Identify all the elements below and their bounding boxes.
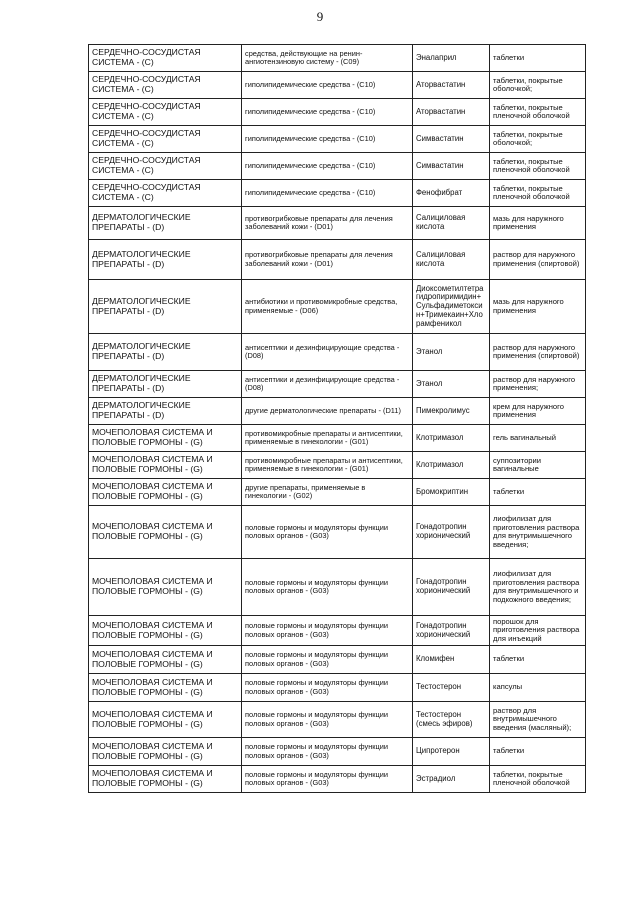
table-row [89,766,586,793]
cell-dosage-form: таблетки, покрытые пленочной оболочкой [490,153,586,180]
cell-pharm-group: половые гормоны и модуляторы функции половых органов - (G03) [242,766,413,793]
cell-system: СЕРДЕЧНО-СОСУДИСТАЯ СИСТЕМА - (C) [89,180,242,207]
cell-dosage-form: раствор для внутримышечного введения (масляный); [490,702,586,738]
table-row [89,506,586,559]
table-row [89,479,586,506]
table-row [89,398,586,425]
cell-system: МОЧЕПОЛОВАЯ СИСТЕМА И ПОЛОВЫЕ ГОРМОНЫ - (G) [89,702,242,738]
cell-pharm-group: гиполипидемические средства - (C10) [242,72,413,99]
cell-system: МОЧЕПОЛОВАЯ СИСТЕМА И ПОЛОВЫЕ ГОРМОНЫ - (G) [89,616,242,646]
cell-substance: Симвастатин [413,153,490,180]
cell-dosage-form: мазь для наружного применения [490,207,586,240]
cell-system: СЕРДЕЧНО-СОСУДИСТАЯ СИСТЕМА - (C) [89,72,242,99]
cell-substance: Тестостерон [413,674,490,702]
cell-dosage-form: гель вагинальный [490,425,586,452]
cell-system: СЕРДЕЧНО-СОСУДИСТАЯ СИСТЕМА - (C) [89,126,242,153]
table-row [89,559,586,616]
cell-substance: Гонадотропин хорионический [413,506,490,559]
table-row [89,126,586,153]
cell-substance: Этанол [413,334,490,371]
table-row [89,371,586,398]
cell-substance: Ципротерон [413,738,490,766]
cell-dosage-form: раствор для наружного применения; [490,371,586,398]
table-row [89,452,586,479]
cell-substance: Симвастатин [413,126,490,153]
cell-pharm-group: гиполипидемические средства - (C10) [242,153,413,180]
cell-pharm-group: гиполипидемические средства - (C10) [242,99,413,126]
table-row [89,99,586,126]
cell-pharm-group: антисептики и дезинфицирующие средства - (D08) [242,371,413,398]
cell-system: ДЕРМАТОЛОГИЧЕСКИЕ ПРЕПАРАТЫ - (D) [89,280,242,334]
cell-system: МОЧЕПОЛОВАЯ СИСТЕМА И ПОЛОВЫЕ ГОРМОНЫ - (G) [89,646,242,674]
cell-substance: Бромокриптин [413,479,490,506]
cell-system: ДЕРМАТОЛОГИЧЕСКИЕ ПРЕПАРАТЫ - (D) [89,334,242,371]
cell-pharm-group: противогрибковые препараты для лечения заболеваний кожи - (D01) [242,207,413,240]
table-row [89,702,586,738]
cell-pharm-group: половые гормоны и модуляторы функции половых органов - (G03) [242,506,413,559]
cell-system: МОЧЕПОЛОВАЯ СИСТЕМА И ПОЛОВЫЕ ГОРМОНЫ - (G) [89,452,242,479]
cell-substance: Пимекролимус [413,398,490,425]
table-row [89,674,586,702]
cell-system: МОЧЕПОЛОВАЯ СИСТЕМА И ПОЛОВЫЕ ГОРМОНЫ - (G) [89,425,242,452]
cell-dosage-form: таблетки, покрытые пленочной оболочкой [490,766,586,793]
cell-dosage-form: мазь для наружного применения [490,280,586,334]
cell-pharm-group: противомикробные препараты и антисептики, применяемые в гинекологии - (G01) [242,452,413,479]
cell-dosage-form: таблетки [490,646,586,674]
cell-substance: Клотримазол [413,452,490,479]
table-row [89,153,586,180]
cell-system: ДЕРМАТОЛОГИЧЕСКИЕ ПРЕПАРАТЫ - (D) [89,398,242,425]
cell-pharm-group: половые гормоны и модуляторы функции половых органов - (G03) [242,674,413,702]
cell-system: ДЕРМАТОЛОГИЧЕСКИЕ ПРЕПАРАТЫ - (D) [89,240,242,280]
cell-system: МОЧЕПОЛОВАЯ СИСТЕМА И ПОЛОВЫЕ ГОРМОНЫ - (G) [89,479,242,506]
cell-system: МОЧЕПОЛОВАЯ СИСТЕМА И ПОЛОВЫЕ ГОРМОНЫ - (G) [89,506,242,559]
cell-dosage-form: суппозитории вагинальные [490,452,586,479]
cell-substance: Эналаприл [413,45,490,72]
cell-pharm-group: половые гормоны и модуляторы функции половых органов - (G03) [242,616,413,646]
cell-dosage-form: порошок для приготовления раствора для инъекций [490,616,586,646]
cell-system: МОЧЕПОЛОВАЯ СИСТЕМА И ПОЛОВЫЕ ГОРМОНЫ - (G) [89,674,242,702]
cell-system: СЕРДЕЧНО-СОСУДИСТАЯ СИСТЕМА - (C) [89,153,242,180]
cell-substance: Салициловая кислота [413,240,490,280]
cell-pharm-group: другие препараты, применяемые в гинекологии - (G02) [242,479,413,506]
cell-pharm-group: половые гормоны и модуляторы функции половых органов - (G03) [242,702,413,738]
cell-substance: Фенофибрат [413,180,490,207]
cell-system: МОЧЕПОЛОВАЯ СИСТЕМА И ПОЛОВЫЕ ГОРМОНЫ - (G) [89,559,242,616]
table-row [89,207,586,240]
page-number: 9 [316,9,324,24]
cell-system: СЕРДЕЧНО-СОСУДИСТАЯ СИСТЕМА - (C) [89,45,242,72]
cell-pharm-group: половые гормоны и модуляторы функции половых органов - (G03) [242,559,413,616]
cell-substance: Этанол [413,371,490,398]
cell-dosage-form: крем для наружного применения [490,398,586,425]
cell-substance: Аторвастатин [413,99,490,126]
cell-dosage-form: таблетки, покрытые оболочкой; [490,126,586,153]
drug-table-body [89,45,586,793]
cell-dosage-form: капсулы [490,674,586,702]
cell-pharm-group: другие дерматологические препараты - (D11) [242,398,413,425]
cell-dosage-form: лиофилизат для приготовления раствора для внутримышечного и подкожного введения; [490,559,586,616]
cell-pharm-group: гиполипидемические средства - (C10) [242,180,413,207]
table-row [89,72,586,99]
table-row [89,240,586,280]
cell-pharm-group: средства, действующие на ренин-ангиотензиновую систему - (C09) [242,45,413,72]
cell-pharm-group: антисептики и дезинфицирующие средства - (D08) [242,334,413,371]
table-row [89,180,586,207]
cell-system: МОЧЕПОЛОВАЯ СИСТЕМА И ПОЛОВЫЕ ГОРМОНЫ - (G) [89,766,242,793]
cell-substance: Гонадотропин хорионический [413,559,490,616]
cell-substance: Тестостерон (смесь эфиров) [413,702,490,738]
cell-dosage-form: лиофилизат для приготовления раствора для внутримышечного введения; [490,506,586,559]
cell-dosage-form: таблетки [490,479,586,506]
cell-pharm-group: половые гормоны и модуляторы функции половых органов - (G03) [242,738,413,766]
cell-pharm-group: гиполипидемические средства - (C10) [242,126,413,153]
table-row [89,425,586,452]
table-row [89,334,586,371]
cell-substance: Аторвастатин [413,72,490,99]
cell-system: ДЕРМАТОЛОГИЧЕСКИЕ ПРЕПАРАТЫ - (D) [89,207,242,240]
cell-system: СЕРДЕЧНО-СОСУДИСТАЯ СИСТЕМА - (C) [89,99,242,126]
cell-pharm-group: половые гормоны и модуляторы функции половых органов - (G03) [242,646,413,674]
cell-substance: Салициловая кислота [413,207,490,240]
table-row [89,616,586,646]
table-row [89,280,586,334]
cell-substance: Диоксометилтетрагидропиримидин+Сульфадиметоксин+Тримекаин+Хлорамфеникол [413,280,490,334]
cell-pharm-group: противомикробные препараты и антисептики, применяемые в гинекологии - (G01) [242,425,413,452]
cell-dosage-form: таблетки, покрытые пленочной оболочкой [490,99,586,126]
cell-system: ДЕРМАТОЛОГИЧЕСКИЕ ПРЕПАРАТЫ - (D) [89,371,242,398]
cell-dosage-form: таблетки [490,738,586,766]
cell-system: МОЧЕПОЛОВАЯ СИСТЕМА И ПОЛОВЫЕ ГОРМОНЫ - (G) [89,738,242,766]
drug-table [88,44,586,793]
table-row [89,646,586,674]
cell-substance: Кломифен [413,646,490,674]
table-row [89,738,586,766]
cell-pharm-group: противогрибковые препараты для лечения заболеваний кожи - (D01) [242,240,413,280]
table-row [89,45,586,72]
cell-dosage-form: таблетки, покрытые пленочной оболочкой [490,180,586,207]
cell-dosage-form: таблетки, покрытые оболочкой; [490,72,586,99]
cell-substance: Клотримазол [413,425,490,452]
cell-pharm-group: антибиотики и противомикробные средства, применяемые - (D06) [242,280,413,334]
cell-substance: Гонадотропин хорионический [413,616,490,646]
cell-dosage-form: раствор для наружного применения (спиртовой) [490,334,586,371]
cell-substance: Эстрадиол [413,766,490,793]
cell-dosage-form: таблетки [490,45,586,72]
cell-dosage-form: раствор для наружного применения (спиртовой) [490,240,586,280]
